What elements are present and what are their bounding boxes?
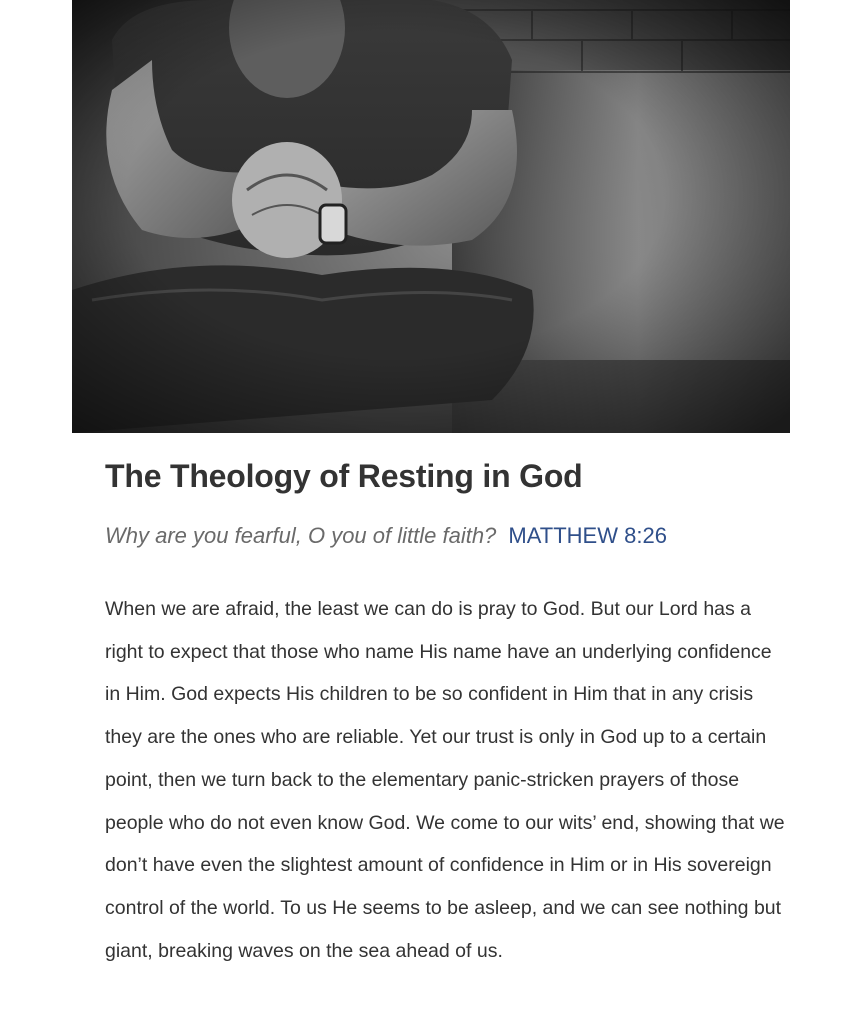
verse-line [105,523,667,549]
hero-image [72,0,790,433]
article-title: The Theology of Resting in God [105,458,583,494]
verse-reference-link[interactable]: MATTHEW 8:26 [508,523,667,548]
article-body: When we are afraid, the least we can do is pray to God. But our Lord has a right to expect that those who name His name have an underlying confidence in Him. God expects His children to be so confident in Him that in any crisis they are the ones who are reliable. Yet our trust is only in God up to a certain point, then we turn back to the elementary panic-stricken prayers of those people who do not even know God. We come to our wits’ end, showing that we don’t have even the slightest amount of confidence in Him or in His sovereign control of the world. To us He seems to be asleep, and we can see nothing but giant, breaking waves on the sea ahead of us. [105,598,785,962]
verse-text: Why are you fearful, O you of little faith? [105,523,497,548]
praying-man-photo [72,0,790,433]
